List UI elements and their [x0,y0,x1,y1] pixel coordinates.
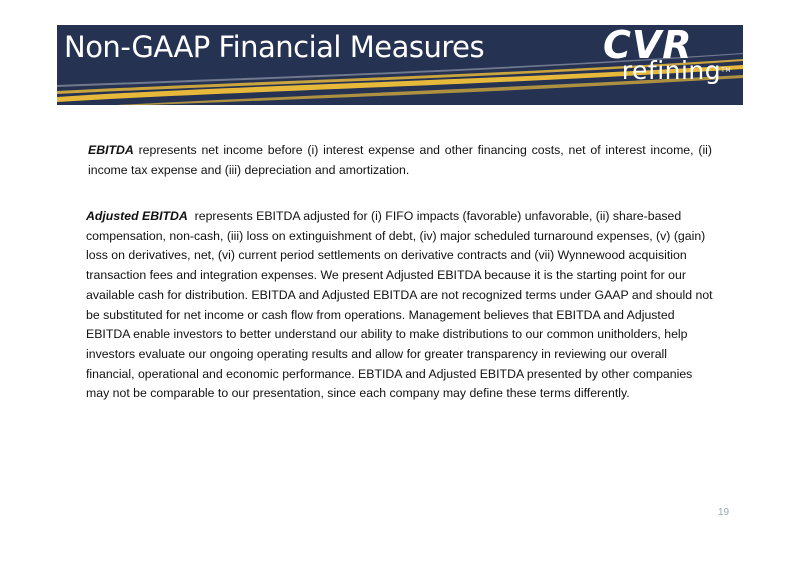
header-banner [57,25,743,105]
ebitda-term: EBITDA [88,143,134,157]
adjusted-ebitda-text: represents EBITDA adjusted for (i) FIFO impacts (favorable) unfavorable, (ii) share-based compensation, non-cash, (iii) loss on extinguishment of debt, (iv) major scheduled turnaround expenses, (v) (gain) loss on derivatives, net, (vi) current period settlements on derivative contracts and (vii) Wynnewood acquisition transaction fees and integration expenses. We present Adjusted EBITDA because it is the starting point for our available cash for distribution. EBITDA and Adjusted EBITDA are not recognized terms under GAAP and should not be substituted for net income or cash flow from operations. Management believes that EBITDA and Adjusted EBITDA enable investors to better understand our ability to make distributions to our common unitholders, help investors evaluate our ongoing operating results and allow for greater transparency in reviewing our overall financial, operational and economic performance. EBTIDA and Adjusted EBITDA presented by other companies may not be comparable to our presentation, since each company may define these terms differently. [86,209,717,401]
logo-main-text: CVR [603,25,693,67]
adjusted-ebitda-definition [86,207,716,404]
page-title: Non-GAAP Financial Measures [64,30,485,64]
page-number: 19 [718,507,730,518]
ebitda-definition [88,140,712,180]
logo-sub-text: refining™ [621,56,731,85]
ebitda-text: represents net income before (i) interest expense and other financing costs, net of interest income, (ii) income tax expense and (iii) depreciation and amortization. [88,143,712,177]
cvr-refining-logo [597,25,743,91]
adjusted-ebitda-term: Adjusted EBITDA [86,209,188,223]
